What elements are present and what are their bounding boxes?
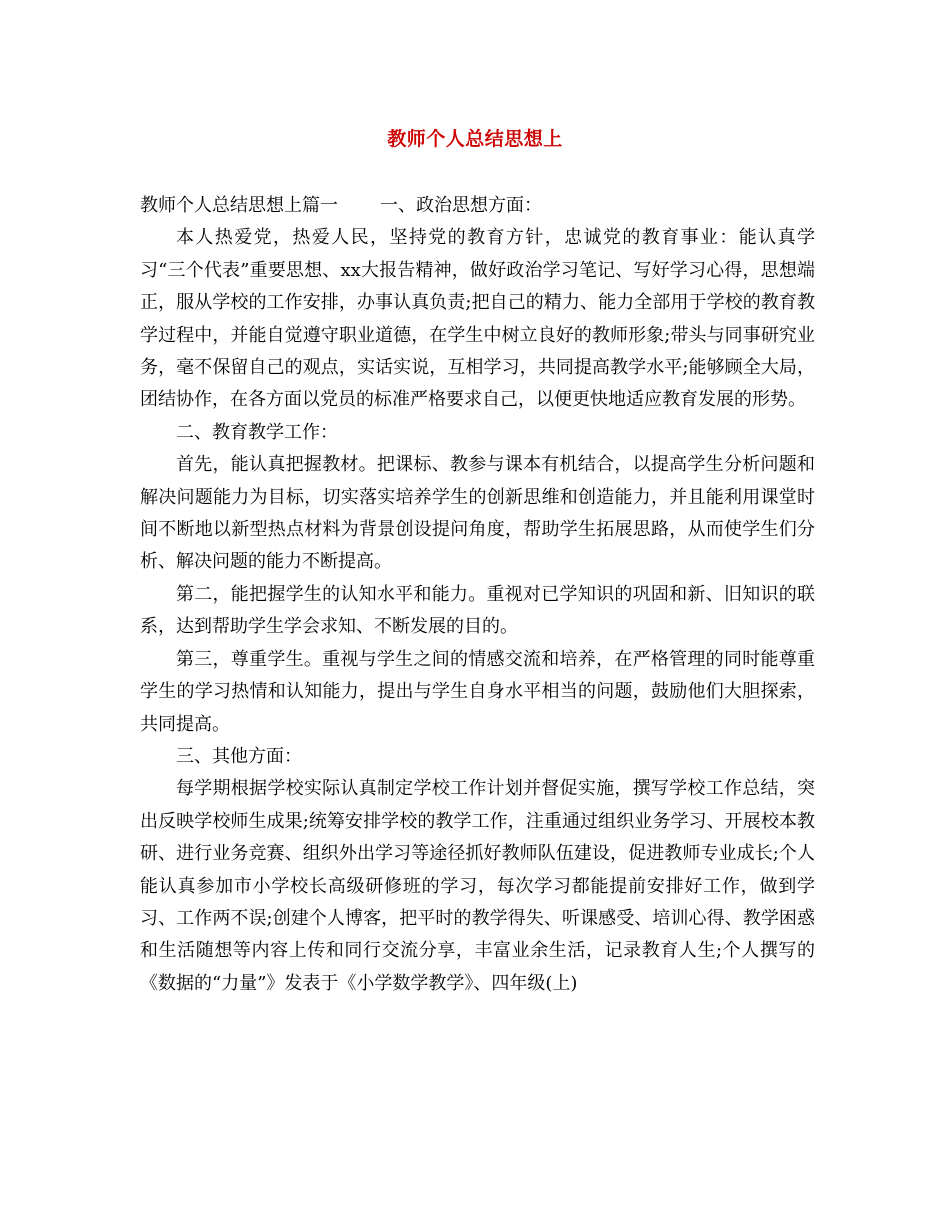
paragraph-first: 首先，能认真把握教材。把课标、教参与课本有机结合，以提高学生分析问题和解决问题能力为目标，切实落实培养学生的创新思维和创造能力，并且能利用课堂时间不断地以新型热点材料为背景创设提问角度，帮助学生拓展思路，从而使学生们分析、解决问题的能力不断提高。 xyxy=(140,454,815,573)
paragraph-political-thought: 本人热爱党，热爱人民，坚持党的教育方针，忠诚党的教育事业：能认真学习“三个代表”重要思想、xx大报告精神，做好政治学习笔记、写好学习心得，思想端正，服从学校的工作安排，办事认真负责;把自己的精力、能力全部用于学校的教育教学过程中，并能自觉遵守职业道德，在学生中树立良好的教师形象;带头与同事研究业务，毫不保留自己的观点，实话实说，互相学习，共同提高教学水平;能够顾全大局，团结协作，在各方面以党员的标准严格要求自己，以便更快地适应教育发展的形势。 xyxy=(140,227,815,411)
document-title: 教师个人总结思想上 xyxy=(387,128,563,150)
intro-heading: 教师个人总结思想上篇一 xyxy=(140,195,338,216)
paragraph-second: 第二，能把握学生的认知水平和能力。重视对已学知识的巩固和新、旧知识的联系，达到帮助学生学会求知、不断发展的目的。 xyxy=(140,583,815,638)
document-body xyxy=(140,190,815,1000)
paragraph-other: 每学期根据学校实际认真制定学校工作计划并督促实施，撰写学校工作总结，突出反映学校师生成果;统筹安排学校的教学工作，注重通过组织业务学习、开展校本教研、进行业务竞赛、组织外出学习等途径抓好教师队伍建设，促进教师专业成长;个人能认真参加市小学校长高级研修班的学习，每次学习都能提前安排好工作，做到学习、工作两不误;创建个人博客，把平时的教学得失、听课感受、培训心得、教学困惑和生活随想等内容上传和同行交流分享，丰富业余生活，记录教育人生;个人撰写的《数据的“力量”》发表于《小学数学教学》、四年级(上) xyxy=(140,778,815,994)
section2-heading: 二、教育教学工作： xyxy=(176,421,338,443)
section3-heading: 三、其他方面： xyxy=(176,745,302,767)
intro-line xyxy=(140,190,815,222)
section1-heading: 一、政治思想方面： xyxy=(380,195,542,216)
paragraph-third: 第三，尊重学生。重视与学生之间的情感交流和培养，在严格管理的同时能尊重学生的学习热情和认知能力，提出与学生自身水平相当的问题，鼓励他们大胆探索，共同提高。 xyxy=(140,648,815,735)
